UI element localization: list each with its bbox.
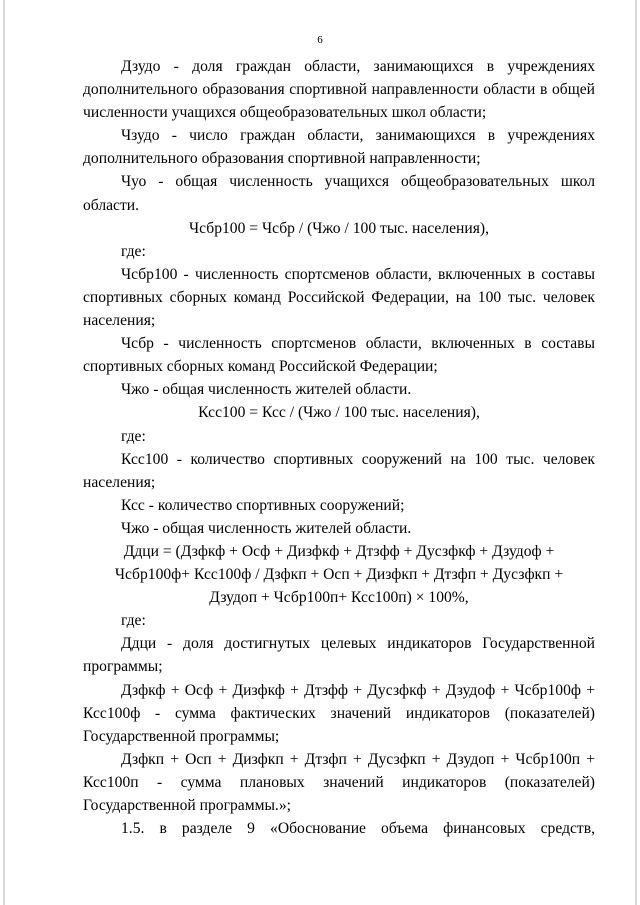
definition-sum-fact: Дзфкф + Осф + Дизфкф + Дтзфф + Дусзфкф + Дзудоф + Чсбр100ф + Ксс100ф - сумма фактических значений индикаторов (показателей) Государственной программы; bbox=[83, 681, 595, 745]
document-body bbox=[83, 55, 595, 840]
formula-chsbr100: Чсбр100 = Чсбр / (Чжо / 100 тыс. населения), bbox=[189, 219, 489, 237]
section-1-5: 1.5. в разделе 9 «Обоснование объема финансовых средств, bbox=[121, 820, 595, 838]
formula-kss100: Ксс100 = Ксс / (Чжо / 100 тыс. населения), bbox=[198, 404, 480, 422]
definition-chzudo: Чзудо - число граждан области, занимающихся в учреждениях дополнительного образования спортивной направленности; bbox=[83, 127, 595, 168]
definition-chzho: Чжо - общая численность жителей области. bbox=[121, 381, 412, 399]
definition-sum-plan: Дзфкп + Осп + Дизфкп + Дтзфп + Дусзфкп + Дзудоп + Чсбр100п + Ксс100п - сумма плановых значений индикаторов (показателей) Государственной программы.»; bbox=[83, 750, 595, 814]
formula-ddci-line-2: Чсбр100ф+ Ксс100ф / Дзфкп + Осп + Дизфкп + Дтзфп + Дусзфкп + bbox=[114, 566, 564, 584]
definition-chsbr100: Чсбр100 - численность спортсменов области, включенных в составы спортивных сборных команд Российской Федерации, на 100 тыс. человек населения; bbox=[83, 265, 595, 330]
where-label: где: bbox=[121, 427, 146, 445]
definition-chuo: Чуо - общая численность учащихся общеобразовательных школ области. bbox=[83, 173, 595, 214]
where-label: где: bbox=[121, 242, 146, 260]
page-number: 6 bbox=[317, 34, 323, 46]
definition-ddci: Ддци - доля достигнутых целевых индикаторов Государственной программы; bbox=[83, 635, 595, 676]
definition-kss100: Ксс100 - количество спортивных сооружений на 100 тыс. человек населения; bbox=[83, 450, 595, 491]
page-left-edge bbox=[3, 0, 5, 905]
definition-chsbr: Чсбр - численность спортсменов области, включенных в составы спортивных сборных команд Российской Федерации; bbox=[83, 335, 595, 376]
definition-dzudo: Дзудо - доля граждан области, занимающихся в учреждениях дополнительного образования спортивной направленности области в общей численности учащихся общеобразовательных школ области; bbox=[83, 58, 595, 122]
definition-chzho: Чжо - общая численность жителей области. bbox=[121, 519, 412, 537]
page-right-edge bbox=[635, 0, 637, 905]
definition-kss: Ксс - количество спортивных сооружений; bbox=[121, 496, 405, 514]
formula-ddci-line-1: Ддци = (Дзфкф + Осф + Дизфкф + Дтзфф + Дусзфкф + Дзудоф + bbox=[123, 542, 555, 560]
where-label: где: bbox=[121, 612, 146, 630]
formula-ddci-line-3: Дзудоп + Чсбр100п+ Ксс100п) × 100%, bbox=[209, 589, 469, 607]
